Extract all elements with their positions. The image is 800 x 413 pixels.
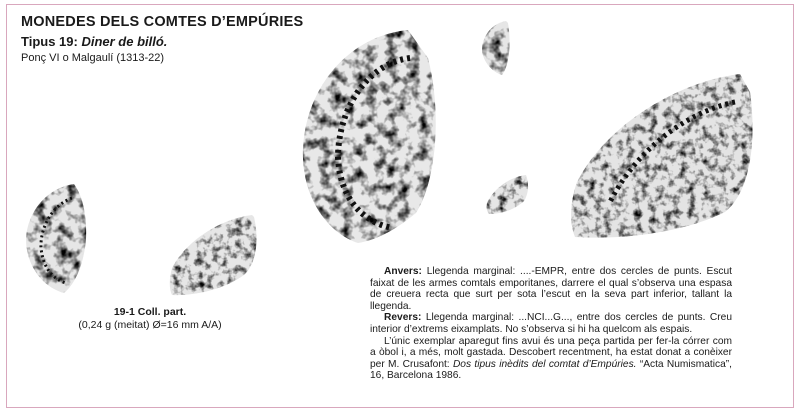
anvers-paragraph [370, 266, 732, 312]
coin-reverse-large-image [565, 72, 757, 242]
note-paragraph [370, 336, 732, 382]
description-block [370, 266, 732, 382]
anvers-label: Anvers: [384, 266, 422, 277]
page-title: MONEDES DELS COMTES D’EMPÚRIES [21, 14, 304, 30]
caption-details: (0,24 g (meitat) Ø=16 mm A/A) [78, 319, 222, 331]
revers-label: Revers: [384, 312, 422, 324]
reference-title: Dos tipus inèdits del comtat d’Empúries. [452, 358, 637, 370]
type-label: Tipus 19: [21, 34, 78, 49]
coin-reverse-actual-size-image [166, 213, 260, 297]
revers-text: Llegenda marginal: ...NCI...G..., entre dos cercles de punts. Creu interior d’extrems eixamplats. No s’observa si hi ha quelcom als espais. [370, 312, 732, 335]
coin-obverse-large-image [298, 28, 443, 246]
coin-caption [40, 306, 260, 332]
coin-obverse-small-image [480, 20, 512, 76]
reference-source: “Acta Numismatica”, 16, Barcelona 1986. [370, 358, 732, 382]
coin-obverse-actual-size-image [24, 183, 90, 295]
header [21, 14, 303, 64]
anvers-text: Llegenda marginal: ....-EMPR, entre dos cercles de punts. Escut faixat de les armes comtals emporitanes, darrere el qual s’observa una espasa de creuera recta que surt per sota l’escut en la seva part inferior, tallant la llegenda. [370, 266, 732, 312]
revers-paragraph [370, 312, 732, 335]
caption-id: 19-1 Coll. part. [113, 306, 187, 318]
type-heading [21, 34, 303, 49]
note-text: L’únic exemplar aparegut fins avui és una peça partida per fer-la córrer com a òbol i, a més, molt gastada. Descobert recentment, ha estat donat a conèixer per M. Crusafont: [370, 335, 732, 370]
ruler-line: Ponç VI o Malgaulí (1313-22) [21, 52, 165, 64]
coin-reverse-small-image [484, 173, 530, 215]
type-name: Diner de billó. [81, 34, 168, 49]
